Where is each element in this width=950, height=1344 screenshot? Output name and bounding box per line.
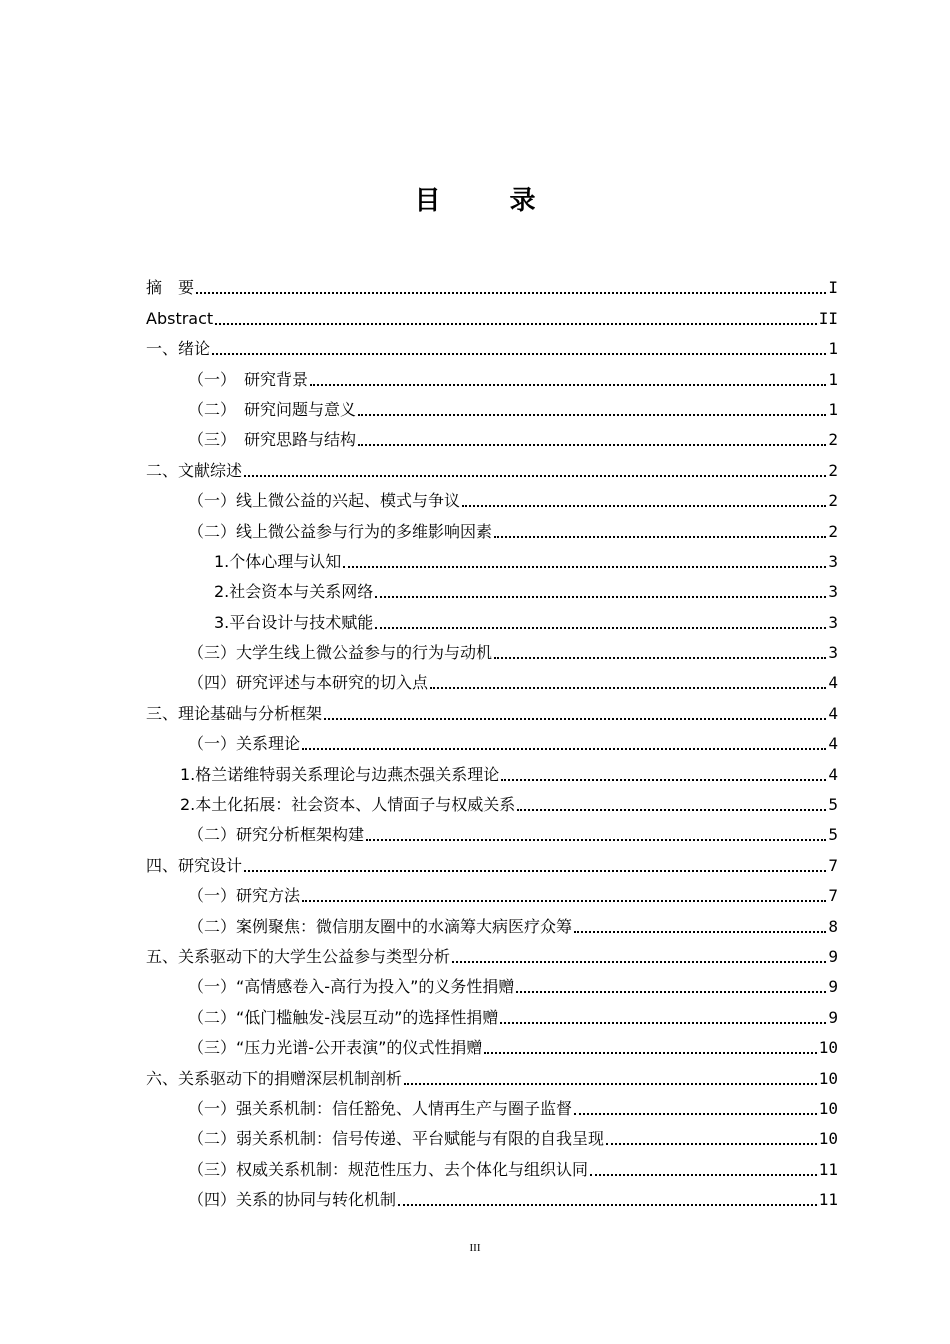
toc-entry-page: 5 bbox=[828, 825, 838, 845]
toc-entry-page: 7 bbox=[828, 855, 838, 875]
toc-dot-leader bbox=[500, 1008, 826, 1024]
toc-entry[interactable] bbox=[146, 1119, 838, 1149]
toc-entry-page: 3 bbox=[828, 612, 838, 632]
toc-entry-page: 9 bbox=[828, 977, 838, 997]
toc-entry-label: （三）大学生线上微公益参与的行为与动机 bbox=[188, 643, 493, 663]
toc-dot-leader bbox=[590, 1160, 817, 1176]
toc-dot-leader bbox=[375, 582, 826, 598]
toc-entry-label: （四）关系的协同与转化机制 bbox=[188, 1190, 397, 1210]
toc-dot-leader bbox=[404, 1069, 817, 1085]
toc-entry-page: 10 bbox=[818, 1068, 838, 1088]
toc-entry-page: 11 bbox=[818, 1159, 838, 1179]
toc-entry[interactable] bbox=[146, 967, 838, 997]
toc-entry-label: （三） 研究思路与结构 bbox=[188, 430, 357, 450]
toc-dot-leader bbox=[302, 886, 826, 902]
toc-entry[interactable] bbox=[146, 450, 838, 480]
toc-entry[interactable] bbox=[146, 1089, 838, 1119]
toc-entry-label: 四、研究设计 bbox=[146, 855, 243, 875]
toc-dot-leader bbox=[452, 947, 826, 963]
toc-entry-label: （二） 研究问题与意义 bbox=[188, 399, 357, 419]
toc-entry[interactable] bbox=[146, 390, 838, 420]
toc-dot-leader bbox=[324, 704, 826, 720]
toc-entry[interactable] bbox=[146, 997, 838, 1027]
toc-dot-leader bbox=[212, 339, 826, 355]
toc-entry[interactable] bbox=[146, 481, 838, 511]
toc-dot-leader bbox=[484, 1038, 816, 1054]
toc-entry-page: 2 bbox=[828, 521, 838, 541]
toc-entry[interactable] bbox=[146, 693, 838, 723]
toc-entry-label: （一）线上微公益的兴起、模式与争议 bbox=[188, 491, 461, 511]
page-number: III bbox=[469, 1242, 481, 1254]
toc-entry[interactable] bbox=[146, 1149, 838, 1179]
toc-dot-leader bbox=[366, 825, 826, 841]
toc-dot-leader bbox=[310, 370, 826, 386]
toc-entry-page: 7 bbox=[828, 886, 838, 906]
toc-entry-page: 4 bbox=[828, 673, 838, 693]
toc-entry[interactable] bbox=[146, 359, 838, 389]
toc-title: 目 录 bbox=[414, 186, 566, 216]
toc-entry[interactable] bbox=[146, 572, 838, 602]
toc-entry-label: （二）线上微公益参与行为的多维影响因素 bbox=[188, 521, 493, 541]
toc-entry-page: 11 bbox=[818, 1190, 838, 1210]
toc-dot-leader bbox=[430, 673, 826, 689]
toc-dot-leader bbox=[574, 917, 826, 933]
toc-entry-page: 1 bbox=[828, 369, 838, 389]
toc-dot-leader bbox=[302, 734, 826, 750]
toc-entry-page: 1 bbox=[828, 339, 838, 359]
toc-dot-leader bbox=[574, 1099, 817, 1115]
toc-entry[interactable] bbox=[146, 845, 838, 875]
toc-entry-label: 一、绪论 bbox=[146, 339, 211, 359]
table-of-contents bbox=[146, 268, 838, 1210]
toc-entry[interactable] bbox=[146, 815, 838, 845]
toc-entry-page: 10 bbox=[818, 1098, 838, 1118]
toc-dot-leader bbox=[494, 522, 826, 538]
toc-entry-page: 5 bbox=[828, 795, 838, 815]
toc-entry[interactable] bbox=[146, 633, 838, 663]
toc-entry-label: Abstract bbox=[146, 308, 214, 328]
toc-entry-label: （四）研究评述与本研究的切入点 bbox=[188, 673, 429, 693]
toc-entry-page: 10 bbox=[818, 1038, 838, 1058]
toc-entry-label: （二）案例聚焦：微信朋友圈中的水滴筹大病医疗众筹 bbox=[188, 916, 573, 936]
toc-entry-label: （二）研究分析框架构建 bbox=[188, 825, 365, 845]
toc-dot-leader bbox=[462, 491, 826, 507]
toc-entry-page: 10 bbox=[818, 1129, 838, 1149]
toc-entry-page: 4 bbox=[828, 703, 838, 723]
toc-entry[interactable] bbox=[146, 724, 838, 754]
toc-entry[interactable] bbox=[146, 937, 838, 967]
toc-dot-leader bbox=[398, 1190, 817, 1206]
toc-entry-page: II bbox=[818, 308, 838, 328]
toc-entry-label: （三）权威关系机制：规范性压力、去个体化与组织认同 bbox=[188, 1159, 589, 1179]
toc-entry[interactable] bbox=[146, 876, 838, 906]
toc-entry-label: （二）“低门槛触发-浅层互动”的选择性捐赠 bbox=[188, 1007, 499, 1027]
toc-dot-leader bbox=[244, 856, 826, 872]
toc-entry-label: 2.社会资本与关系网络 bbox=[214, 582, 374, 602]
toc-entry-page: 2 bbox=[828, 491, 838, 511]
toc-entry-label: （一）研究方法 bbox=[188, 886, 301, 906]
toc-entry[interactable] bbox=[146, 1028, 838, 1058]
toc-dot-leader bbox=[358, 430, 826, 446]
toc-entry[interactable] bbox=[146, 329, 838, 359]
toc-entry-page: 9 bbox=[828, 946, 838, 966]
toc-dot-leader bbox=[375, 613, 826, 629]
toc-dot-leader bbox=[196, 278, 826, 294]
toc-dot-leader bbox=[244, 461, 826, 477]
toc-entry-label: 三、理论基础与分析框架 bbox=[146, 703, 323, 723]
toc-entry-page: 8 bbox=[828, 916, 838, 936]
toc-entry-page: 1 bbox=[828, 399, 838, 419]
toc-dot-leader bbox=[215, 309, 817, 325]
toc-entry-page: 9 bbox=[828, 1007, 838, 1027]
toc-entry-page: 2 bbox=[828, 430, 838, 450]
toc-entry-page: 4 bbox=[828, 764, 838, 784]
toc-entry[interactable] bbox=[146, 298, 838, 328]
toc-entry-page: 3 bbox=[828, 582, 838, 602]
toc-entry-label: （一）强关系机制：信任豁免、人情再生产与圈子监督 bbox=[188, 1098, 573, 1118]
toc-entry-label: （三）“压力光谱-公开表演”的仪式性捐赠 bbox=[188, 1038, 483, 1058]
toc-dot-leader bbox=[494, 643, 826, 659]
toc-entry-label: （一） 研究背景 bbox=[188, 369, 309, 389]
toc-entry-page: 2 bbox=[828, 460, 838, 480]
toc-entry[interactable] bbox=[146, 754, 838, 784]
toc-entry-label: 2.本土化拓展：社会资本、人情面子与权威关系 bbox=[180, 795, 516, 815]
toc-dot-leader bbox=[516, 977, 826, 993]
toc-entry-label: 1.个体心理与认知 bbox=[214, 551, 342, 571]
toc-entry-page: 3 bbox=[828, 643, 838, 663]
toc-entry-page: 4 bbox=[828, 734, 838, 754]
toc-entry[interactable] bbox=[146, 268, 838, 298]
toc-entry[interactable] bbox=[146, 906, 838, 936]
toc-entry-page: 3 bbox=[828, 551, 838, 571]
toc-dot-leader bbox=[501, 765, 826, 781]
toc-entry[interactable] bbox=[146, 785, 838, 815]
toc-entry[interactable] bbox=[146, 602, 838, 632]
toc-entry[interactable] bbox=[146, 1058, 838, 1088]
toc-dot-leader bbox=[606, 1129, 817, 1145]
toc-entry[interactable] bbox=[146, 511, 838, 541]
toc-entry-label: （一）“高情感卷入-高行为投入”的义务性捐赠 bbox=[188, 977, 515, 997]
toc-dot-leader bbox=[343, 552, 826, 568]
toc-dot-leader bbox=[358, 400, 826, 416]
toc-entry-label: 3.平台设计与技术赋能 bbox=[214, 612, 374, 632]
toc-entry[interactable] bbox=[146, 420, 838, 450]
toc-entry[interactable] bbox=[146, 542, 838, 572]
toc-entry-label: 二、文献综述 bbox=[146, 460, 243, 480]
toc-entry-label: 五、关系驱动下的大学生公益参与类型分析 bbox=[146, 946, 451, 966]
toc-entry-label: 六、关系驱动下的捐赠深层机制剖析 bbox=[146, 1068, 403, 1088]
toc-dot-leader bbox=[517, 795, 826, 811]
toc-entry-label: （一）关系理论 bbox=[188, 734, 301, 754]
toc-entry-label: （二）弱关系机制：信号传递、平台赋能与有限的自我呈现 bbox=[188, 1129, 605, 1149]
toc-entry-label: 1.格兰诺维特弱关系理论与边燕杰强关系理论 bbox=[180, 764, 500, 784]
toc-entry[interactable] bbox=[146, 1180, 838, 1210]
toc-entry-page: I bbox=[828, 278, 838, 298]
toc-entry[interactable] bbox=[146, 663, 838, 693]
toc-entry-label: 摘 要 bbox=[146, 278, 195, 298]
